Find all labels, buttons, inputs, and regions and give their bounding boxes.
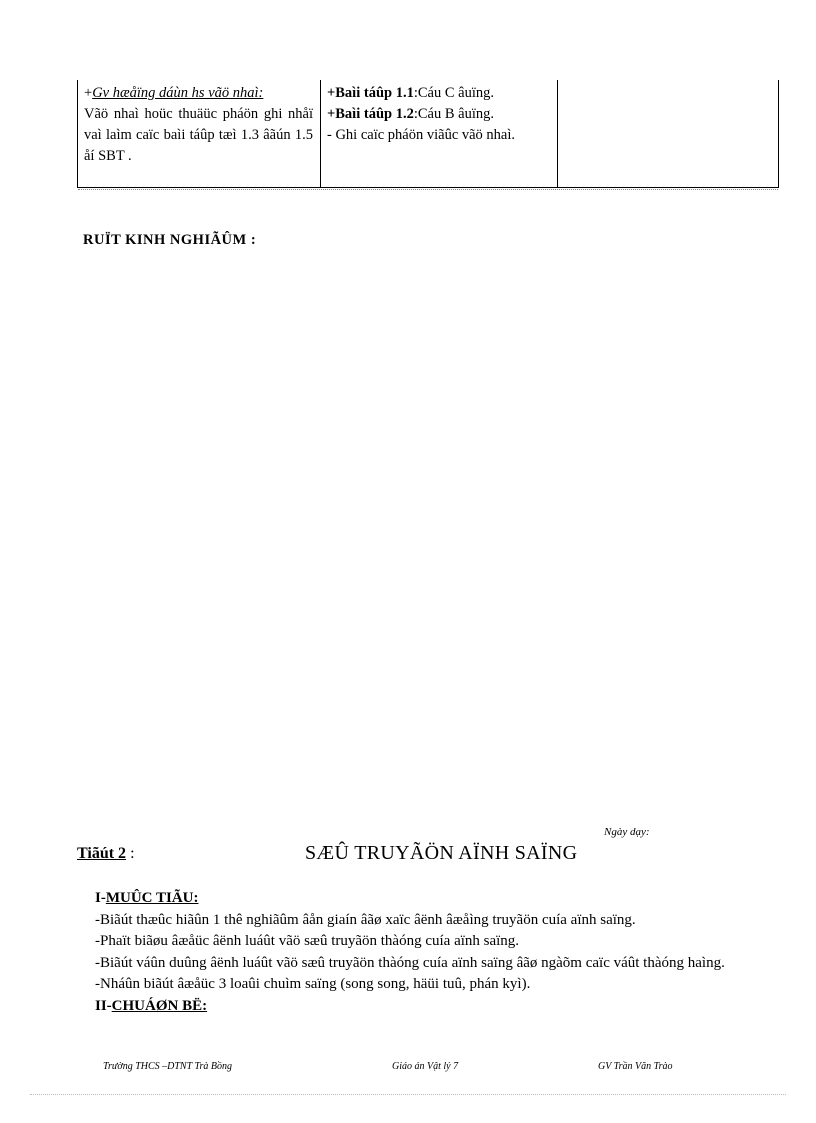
- objective-item: -Biãút thæûc hiãûn 1 thê nghiãûm âån giaín âãø xaïc âënh âæåìng truyãön cuía aïnh saïng.: [95, 911, 636, 928]
- page-title: SÆÛ TRUYÃÖN AÏNH SAÏNG: [305, 842, 578, 864]
- homework-instruction: Vãö nhaì hoüc thuäüc pháön ghi nhåï vaì laìm caïc baìi táûp tæì 1.3 âãún 1.5 åí SBT .: [84, 106, 313, 164]
- preparation-heading: II-CHUÁØN BË:: [95, 997, 208, 1014]
- footer-school: Trường THCS –DTNT Trà Bồng: [103, 1061, 232, 1072]
- homework-guide-line: +Gv hæåïng dáùn hs vãö nhaì:: [84, 85, 264, 101]
- experience-notes-heading: RUÏT KINH NGHIÃÛM :: [83, 232, 257, 248]
- homework-note: - Ghi caïc pháön viãûc vãö nhaì.: [327, 127, 516, 143]
- table-cell-notes: [558, 80, 778, 187]
- footer-subject: Giáo án Vật lý 7: [392, 1061, 459, 1072]
- lesson-number: Tiãút 2 :: [77, 845, 135, 862]
- footer-teacher: GV Trần Văn Trào: [598, 1061, 673, 1072]
- table-cell-teacher-activity: [78, 80, 321, 187]
- objective-item: -Biãút váûn duûng âënh luáût vãö sæû truyãön thàóng cuía aïnh saïng âãø ngàõm caïc váût thàóng haìng.: [95, 954, 725, 971]
- lesson-table: [77, 80, 779, 188]
- lesson-body: [76, 888, 778, 1017]
- homework-guide-heading: Gv hæåïng dáùn hs vãö nhaì:: [92, 85, 264, 101]
- teaching-date-label: Ngày dạy:: [604, 826, 650, 838]
- objective-item: -Phaït biãøu âæåüc âënh luáût vãö sæû truyãön thàóng cuía aïnh saïng.: [95, 933, 520, 949]
- page-break-divider: [30, 1094, 786, 1095]
- exercise-1-1: +Baìi táûp 1.1:Cáu C âuïng.: [327, 85, 494, 101]
- exercise-1-2: +Baìi táûp 1.2:Cáu B âuïng.: [327, 106, 494, 122]
- table-cell-student-activity: [321, 80, 558, 187]
- objectives-heading: I-MUÛC TIÃU:: [95, 890, 199, 906]
- objective-item: -Nháûn biãút âæåüc 3 loaûi chuìm saïng (song song, häüi tuû, phán kyì).: [95, 976, 531, 992]
